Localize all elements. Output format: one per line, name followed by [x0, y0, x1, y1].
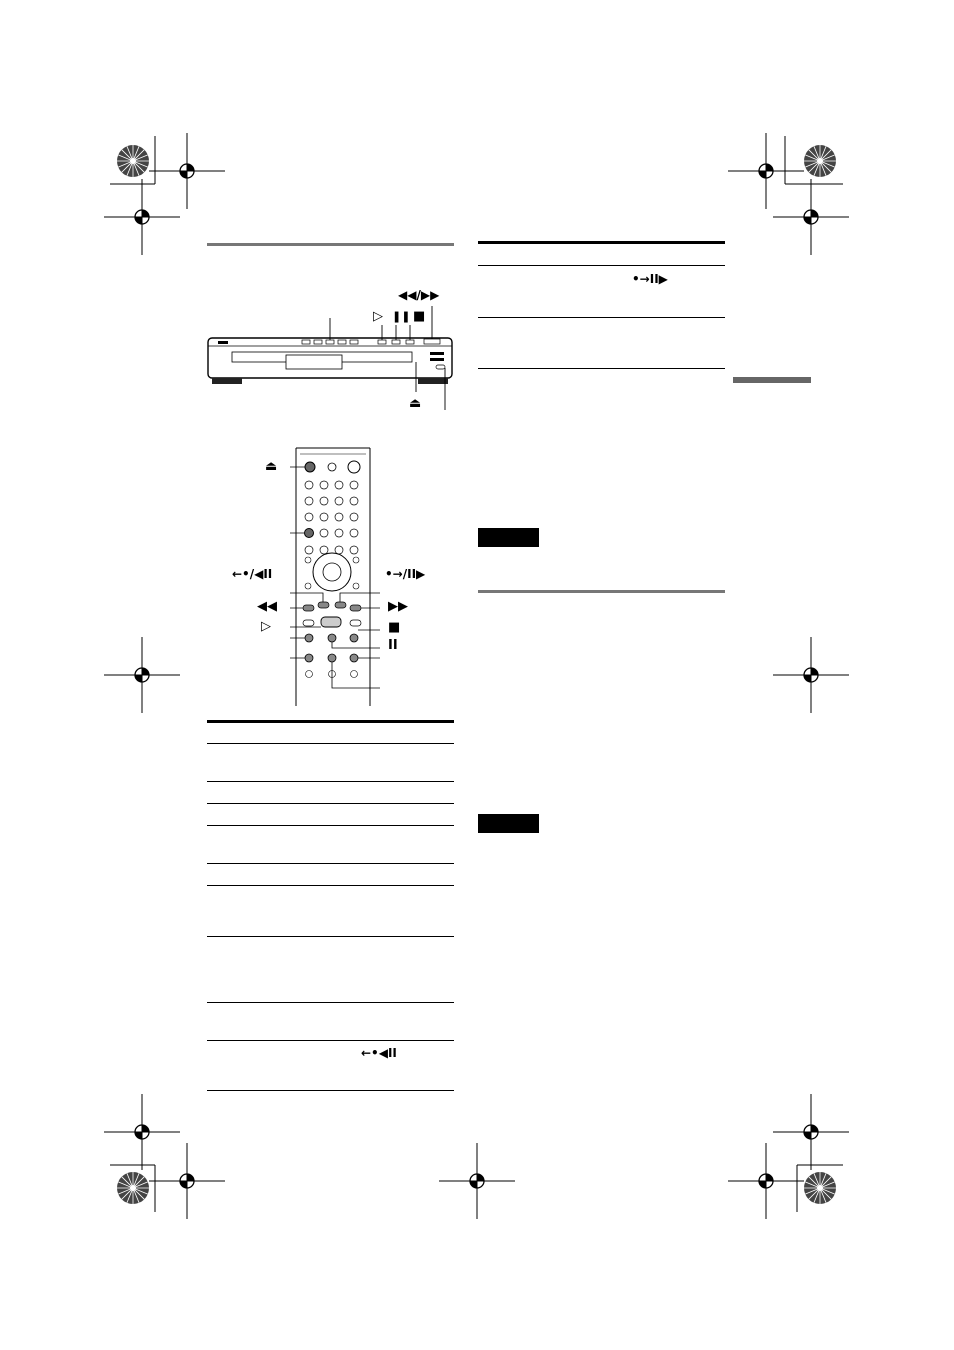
- next-icon: ▶▶: [388, 599, 408, 614]
- replay-symbol: ←•◀II: [361, 1046, 397, 1060]
- registration-crosshair-icon: [728, 1143, 804, 1219]
- instant-advance-icon: •→/II▶: [385, 567, 426, 581]
- play-icon: ▷: [373, 309, 383, 324]
- remote-control-illustration: [290, 440, 380, 712]
- remote-pause-icon: II: [388, 638, 398, 653]
- stop-icon: ■: [413, 309, 426, 324]
- notes-label-box: [478, 814, 539, 833]
- prev-next-icon: ◀◀/▶▶: [398, 288, 440, 302]
- registration-crosshair-icon: [728, 133, 804, 209]
- registration-crosshair-icon: [104, 1094, 180, 1170]
- pause-icon: ❚❚: [392, 310, 411, 323]
- remote-eject-icon: ⏏: [265, 459, 278, 474]
- remote-play-icon: ▷: [261, 619, 271, 634]
- registration-crosshair-icon: [149, 1143, 225, 1219]
- color-bar-starburst-icon: [117, 1172, 149, 1204]
- color-bar-starburst-icon: [804, 145, 836, 177]
- registration-crosshair-icon: [773, 179, 849, 255]
- instant-replay-icon: ←•/◀II: [232, 567, 273, 581]
- registration-crosshair-icon: [104, 179, 180, 255]
- previous-icon: ◀◀: [257, 599, 277, 614]
- advance-symbol: •→II▶: [632, 272, 668, 286]
- color-bar-starburst-icon: [804, 1172, 836, 1204]
- eject-icon: ⏏: [409, 396, 422, 411]
- chapter-thumb-tab: [733, 377, 811, 383]
- section-heading-rule: [478, 590, 725, 593]
- remote-stop-icon: ■: [388, 620, 401, 635]
- registration-crosshair-icon: [104, 637, 180, 713]
- section-heading-rule: [207, 243, 454, 246]
- registration-crosshair-icon: [439, 1143, 515, 1219]
- registration-crosshair-icon: [149, 133, 225, 209]
- registration-crosshair-icon: [773, 637, 849, 713]
- color-bar-starburst-icon: [117, 145, 149, 177]
- notes-label-box: [478, 528, 539, 547]
- registration-crosshair-icon: [773, 1094, 849, 1170]
